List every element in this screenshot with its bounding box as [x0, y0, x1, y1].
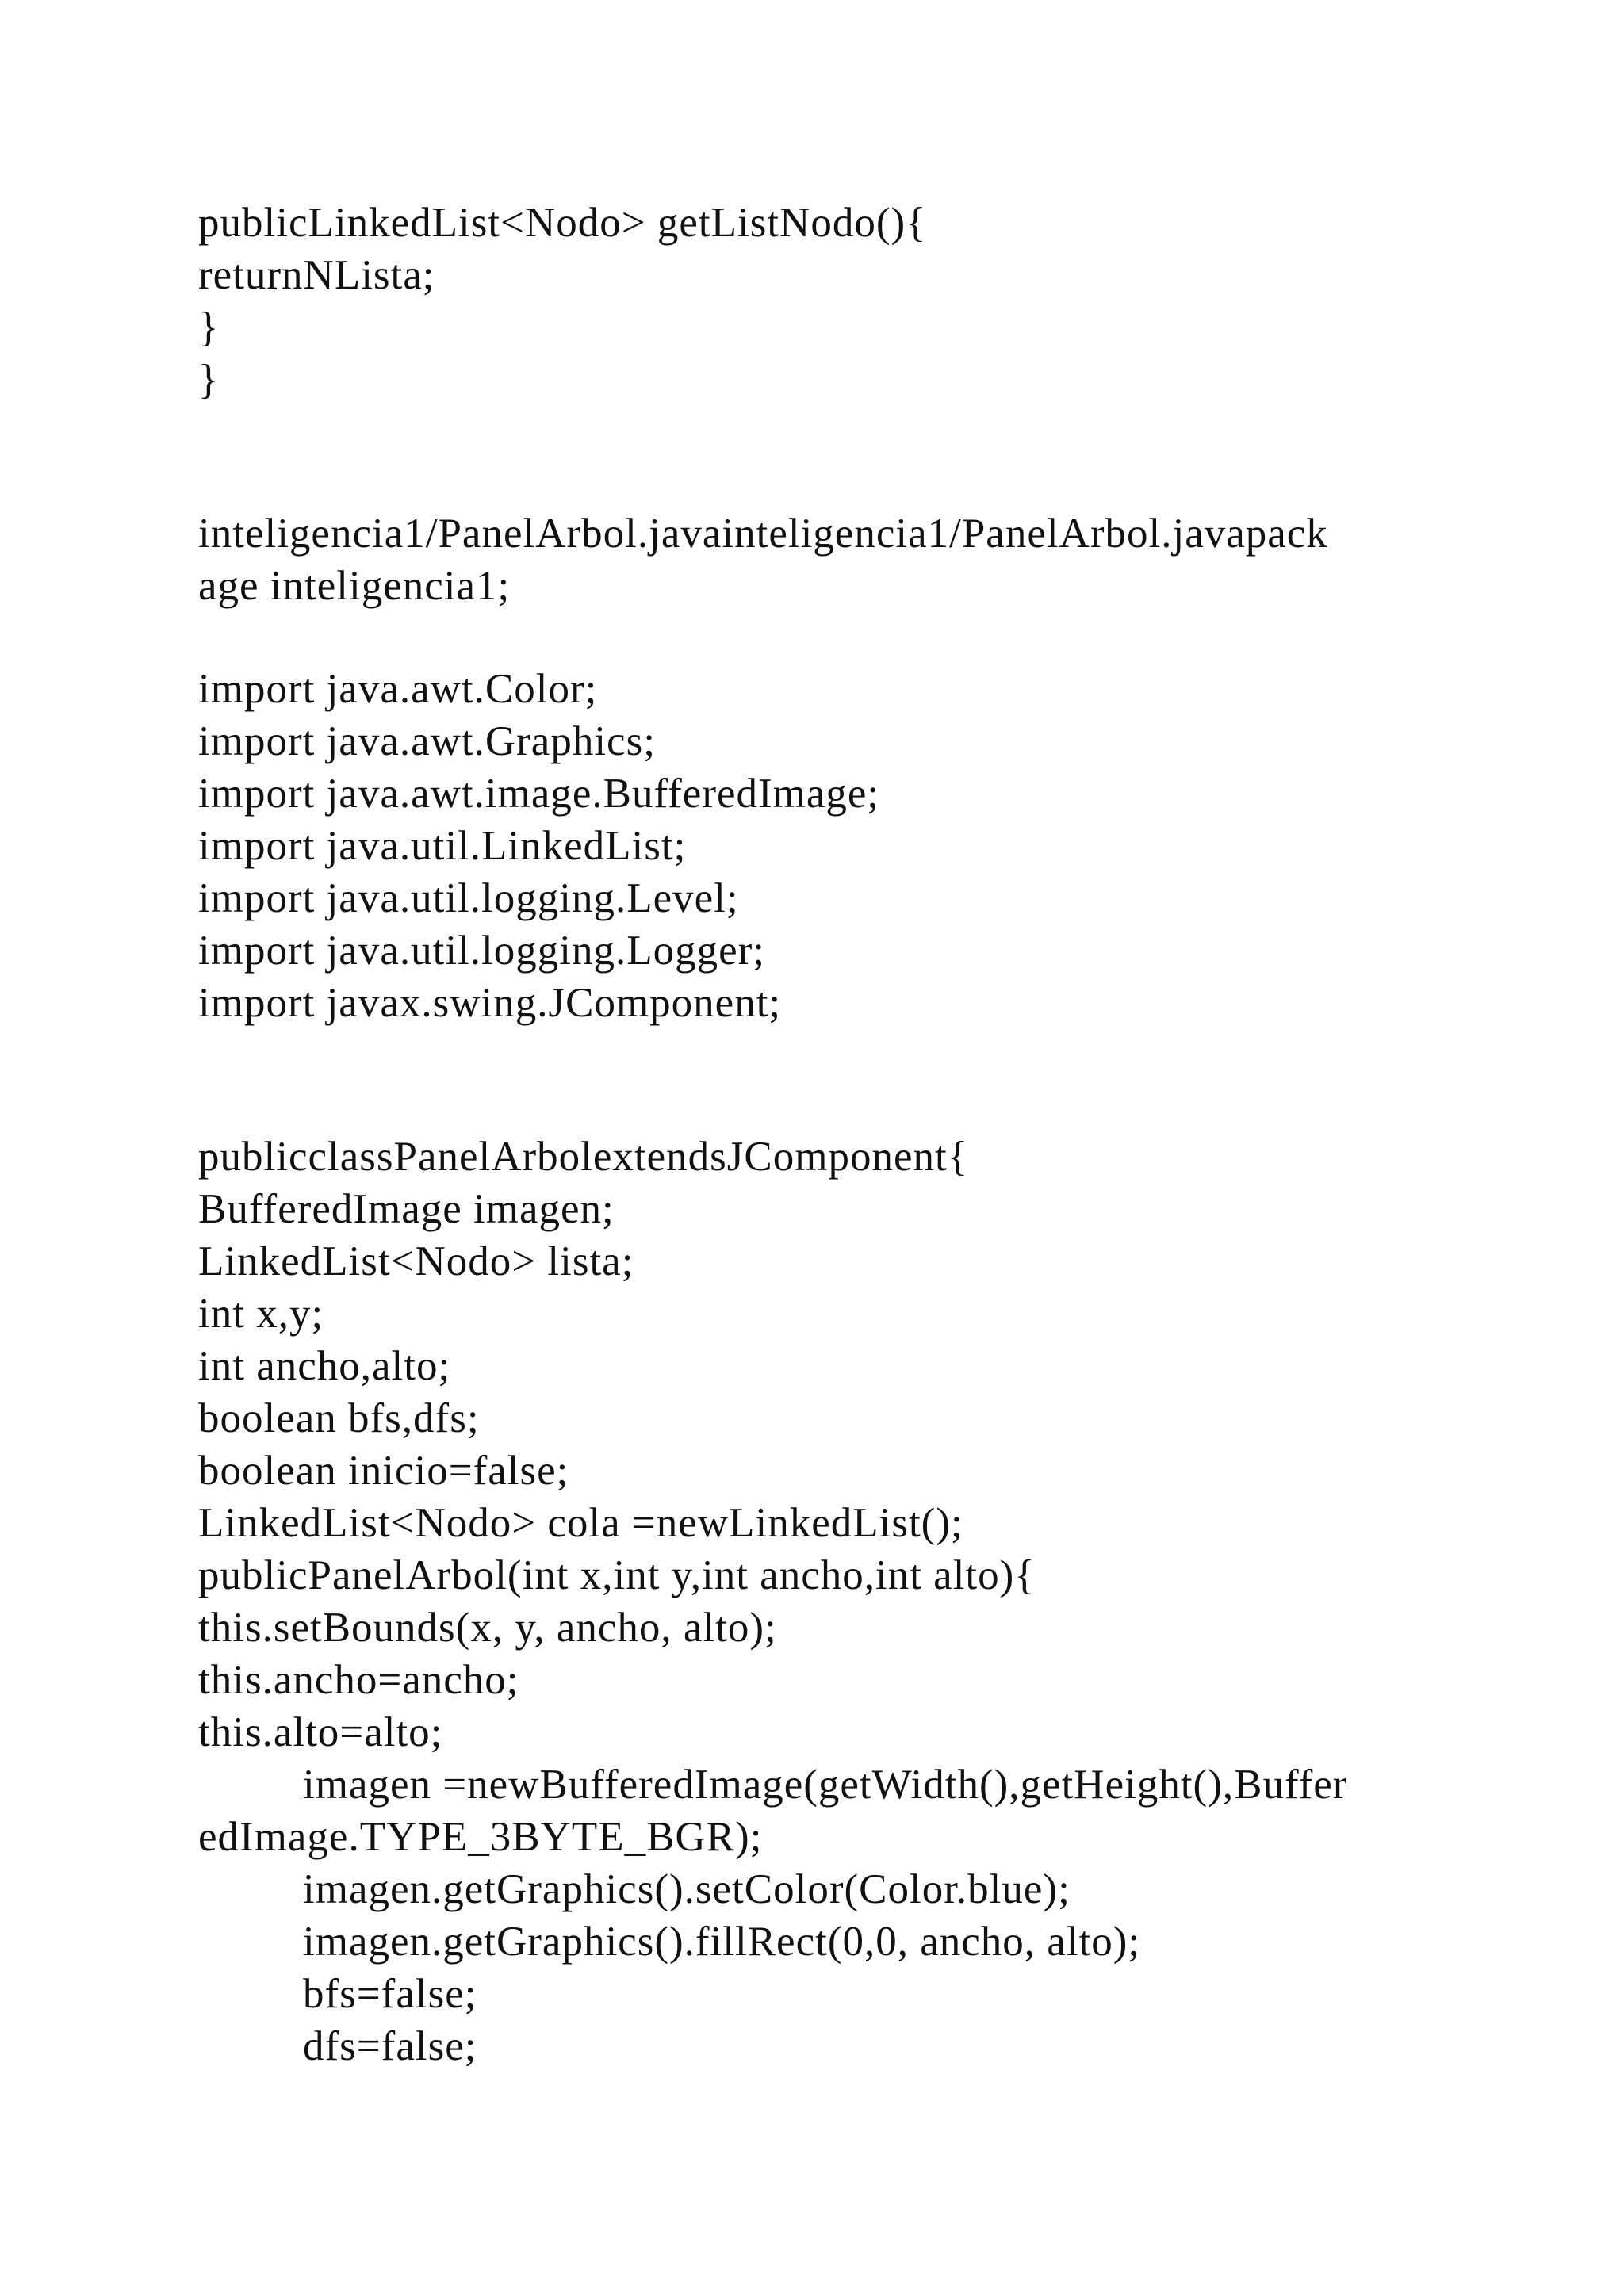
code-line: imagen =newBufferedImage(getWidth(),getHeight(),Buffer — [303, 1762, 1348, 1808]
code-line: publicclassPanelArbolextendsJComponent{ — [198, 1134, 969, 1180]
code-listing — [198, 0, 1546, 2069]
code-line: import java.util.logging.Level; — [198, 875, 739, 921]
code-line: this.setBounds(x, y, ancho, alto); — [198, 1605, 777, 1651]
code-line: BufferedImage imagen; — [198, 1186, 615, 1232]
code-line: imagen.getGraphics().fillRect(0,0, ancho, alto); — [303, 1919, 1141, 1965]
code-line: inteligencia1/PanelArbol.javainteligencia1/PanelArbol.javapack — [198, 511, 1328, 557]
code-line: import java.awt.image.BufferedImage; — [198, 771, 880, 817]
code-line: int x,y; — [198, 1291, 324, 1337]
code-line: int ancho,alto; — [198, 1343, 451, 1389]
code-line: import java.awt.Color; — [198, 666, 598, 712]
code-line: } — [198, 304, 220, 350]
code-line: bfs=false; — [303, 1971, 477, 2017]
code-line: LinkedList<Nodo> cola =newLinkedList(); — [198, 1500, 963, 1546]
code-line: returnNLista; — [198, 252, 435, 298]
code-line: this.ancho=ancho; — [198, 1657, 519, 1703]
code-line: boolean bfs,dfs; — [198, 1395, 480, 1441]
code-line: age inteligencia1; — [198, 563, 511, 609]
code-line: publicPanelArbol(int x,int y,int ancho,int alto){ — [198, 1552, 1036, 1598]
code-line: LinkedList<Nodo> lista; — [198, 1238, 634, 1284]
code-line: dfs=false; — [303, 2023, 477, 2069]
code-line: } — [198, 357, 220, 403]
code-line: import java.util.logging.Logger; — [198, 928, 765, 974]
code-line: boolean inicio=false; — [198, 1448, 569, 1494]
code-line: this.alto=alto; — [198, 1709, 443, 1755]
code-line: edImage.TYPE_3BYTE_BGR); — [198, 1814, 763, 1860]
code-line: import javax.swing.JComponent; — [198, 980, 782, 1026]
code-line: publicLinkedList<Nodo> getListNodo(){ — [198, 200, 927, 246]
code-line: import java.awt.Graphics; — [198, 718, 656, 764]
code-line: import java.util.LinkedList; — [198, 823, 687, 869]
code-line: imagen.getGraphics().setColor(Color.blue); — [303, 1866, 1071, 1912]
